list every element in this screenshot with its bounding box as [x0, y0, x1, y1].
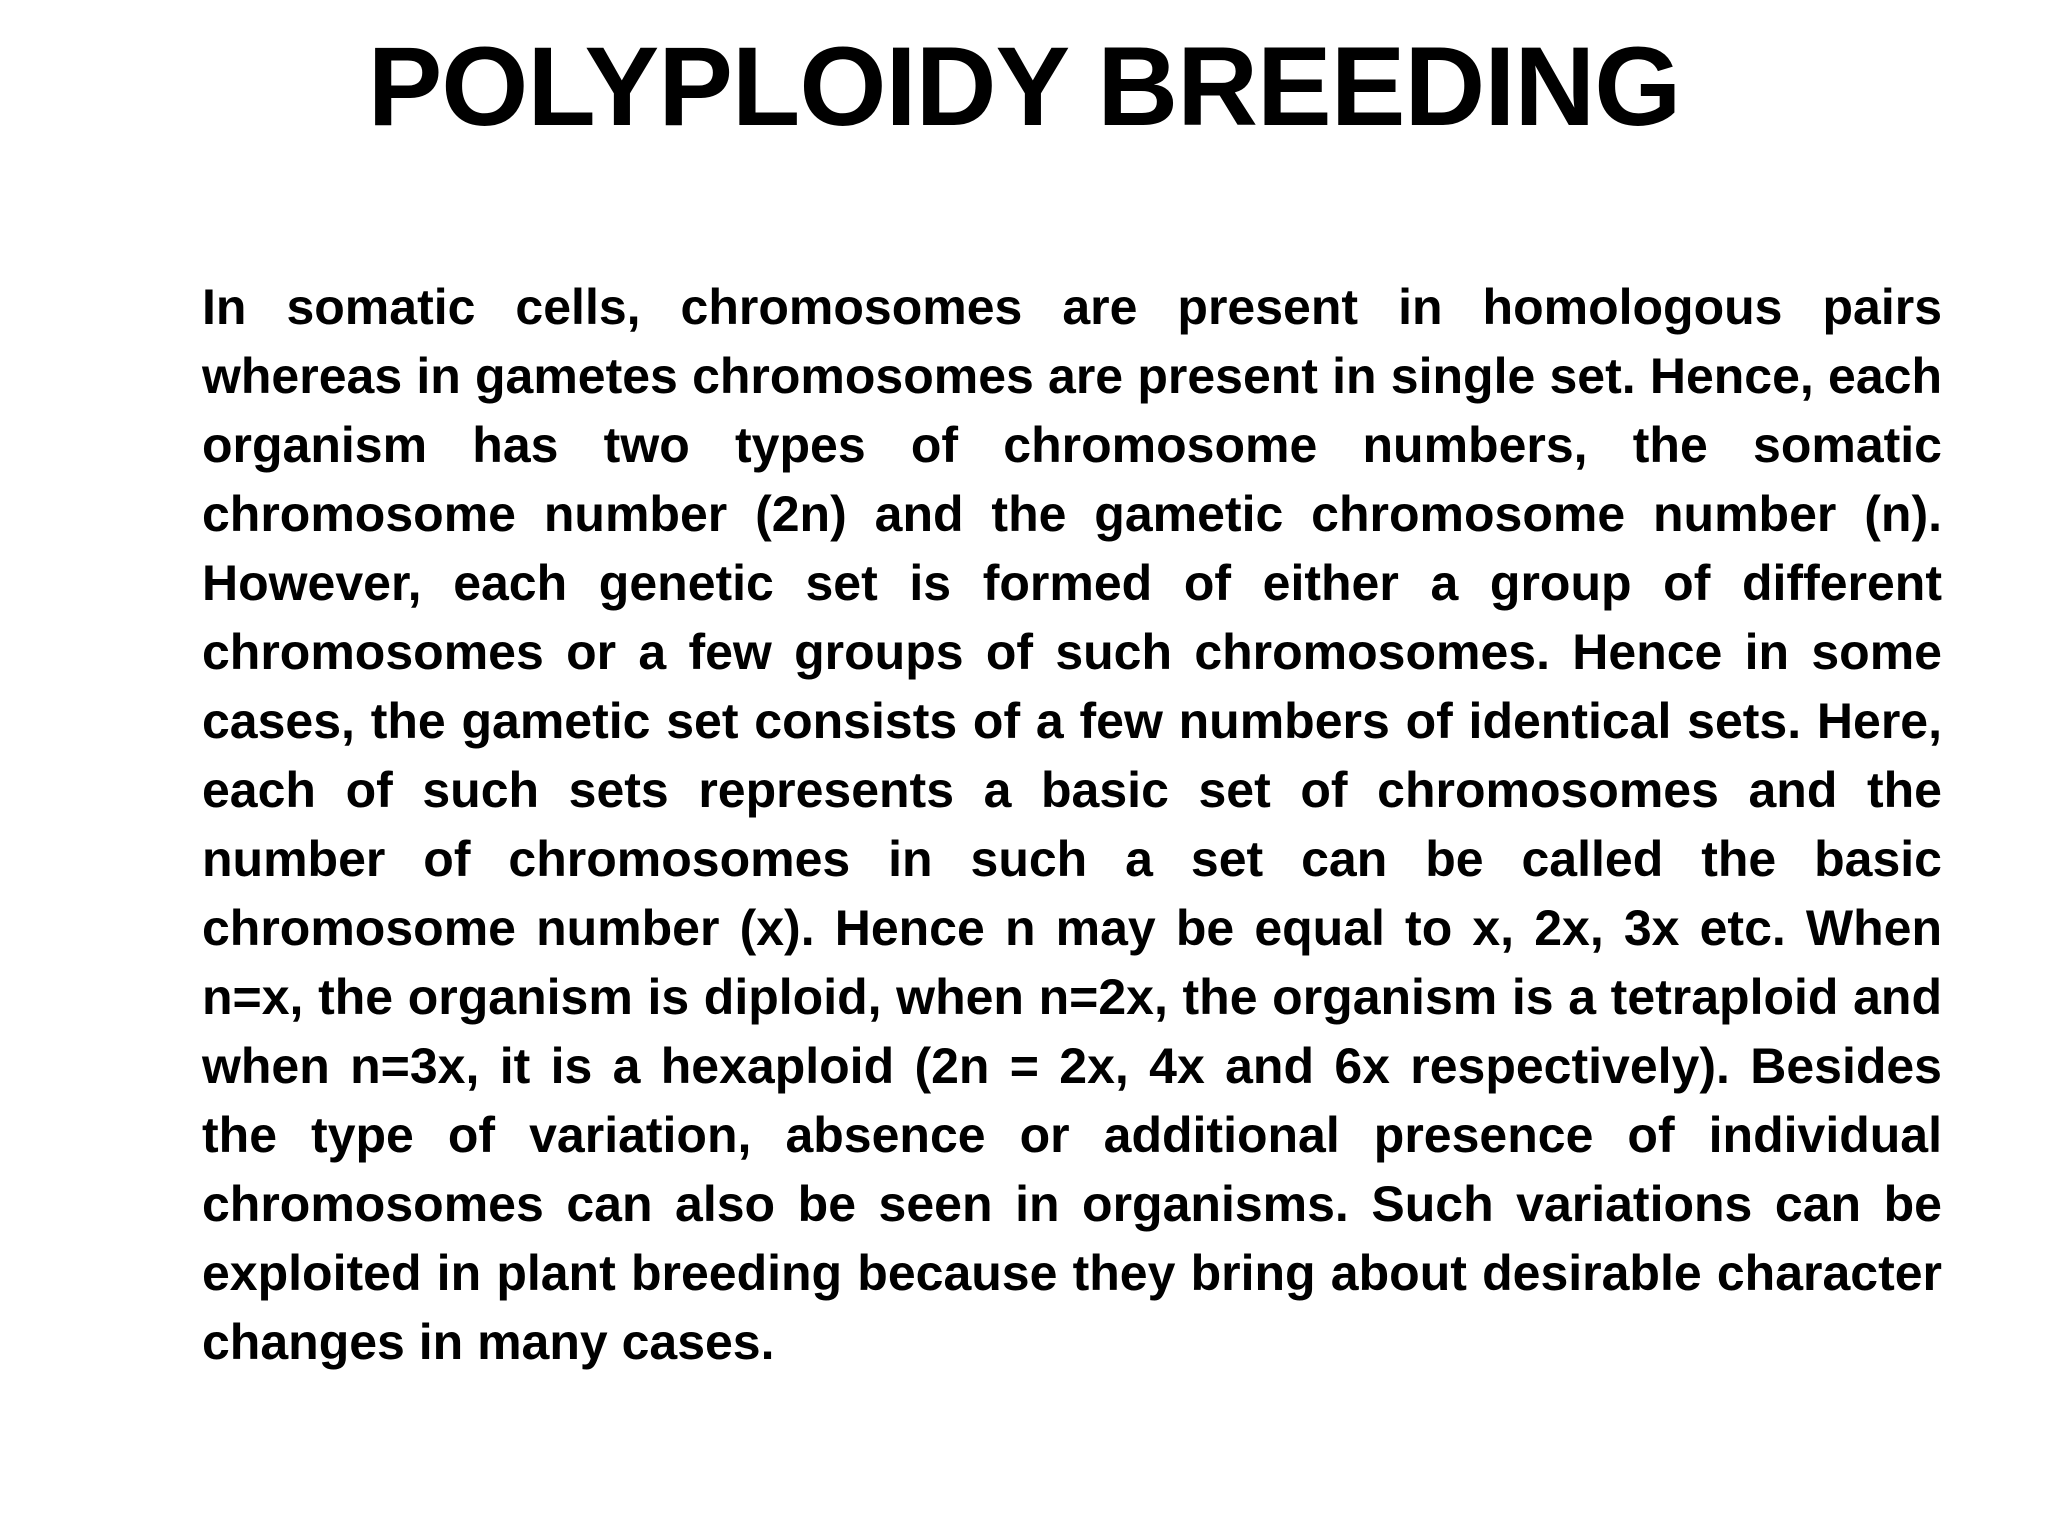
slide-title: POLYPLOIDY BREEDING [367, 24, 1681, 149]
slide-body-paragraph: In somatic cells, chromosomes are present in homologous pairs whereas in gametes chromosomes are present in single set. Hence, each organism has two types of chromosome numbers, the somatic chromosome number (2n) and the gametic chromosome number (n). However, each genetic set is formed of either a group of different chromosomes or a few groups of such chromosomes. Hence in some cases, the gametic set consists of a few numbers of identical sets. Here, each of such sets represents a basic set of chromosomes and the number of chromosomes in such a set can be called the basic chromosome number (x). Hence n may be equal to x, 2x, 3x etc. When n=x, the organism is diploid, when n=2x, the organism is a tetraploid and when n=3x, it is a hexaploid (2n = 2x, 4x and 6x respectively). Besides the type of variation, absence or additional presence of individual chromosomes can also be seen in organisms. Such variations can be exploited in plant breeding because they bring about desirable character changes in many cases. [202, 279, 1942, 1370]
